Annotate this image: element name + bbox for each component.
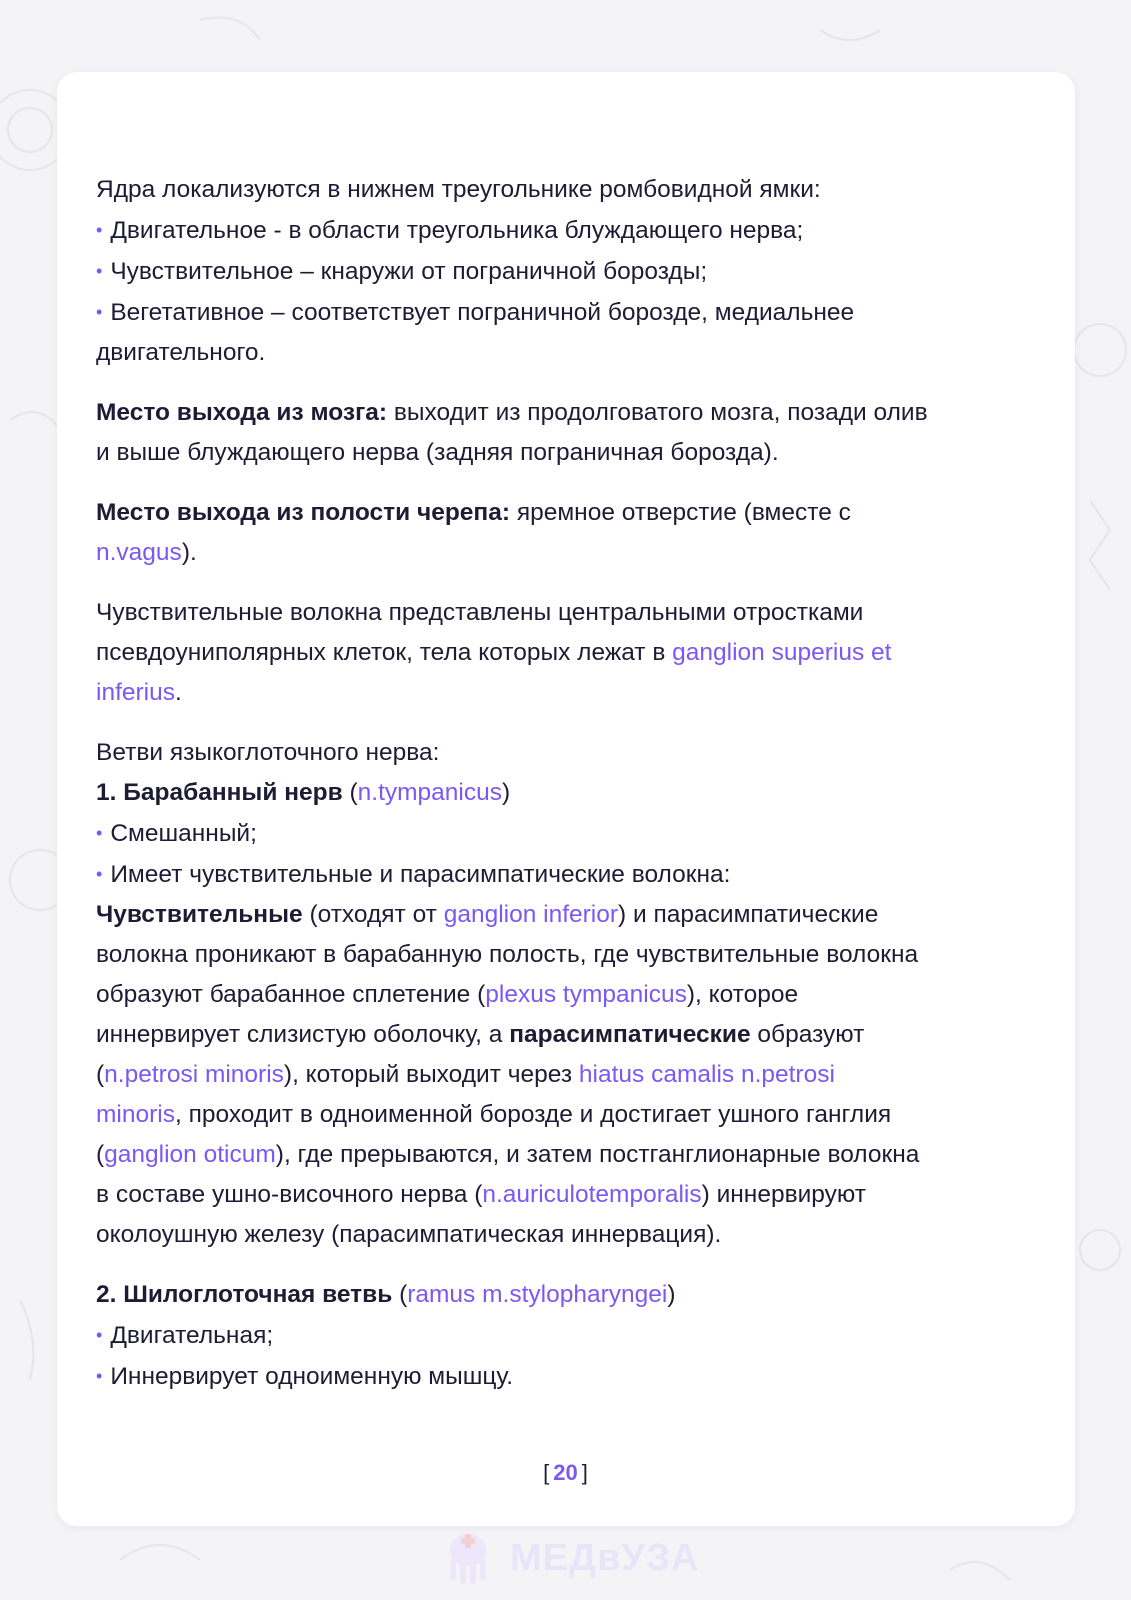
branch-2-section bbox=[96, 1275, 1046, 1397]
latin-term: n.auriculotemporalis bbox=[482, 1181, 702, 1208]
branch-1-title: 1. Барабанный нерв (n.tympanicus) bbox=[96, 779, 511, 806]
brand-logo bbox=[436, 1528, 716, 1588]
branch-2-title: 2. Шилоглоточная ветвь (ramus m.stylopharyngei) bbox=[96, 1281, 676, 1308]
document-body bbox=[96, 170, 1046, 1397]
latin-term: n.tympanicus bbox=[357, 779, 502, 806]
bullet-icon: • bbox=[96, 302, 103, 322]
list-item-continuation: двигательного. bbox=[96, 339, 266, 366]
latin-term: hiatus camalis n.petrosi bbox=[578, 1061, 835, 1088]
branches-heading: Ветви языкоглоточного нерва: bbox=[96, 739, 440, 766]
octopus-icon bbox=[436, 1528, 500, 1588]
list-item: • Чувствительное – кнаружи от пограничной борозды; bbox=[96, 258, 708, 285]
list-item: • Вегетативное – соответствует пограничной борозде, медиальнее bbox=[96, 299, 855, 326]
logo-text: МЕДвУЗА bbox=[510, 1536, 700, 1579]
bullet-icon: • bbox=[96, 1366, 103, 1386]
exit-brain-label: Место выхода из мозга: bbox=[96, 399, 388, 426]
latin-term: ganglion superius et bbox=[672, 639, 892, 666]
nuclei-heading: Ядра локализуются в нижнем треугольнике ромбовидной ямки: bbox=[96, 176, 821, 203]
list-item: • Двигательное - в области треугольника блуждающего нерва; bbox=[96, 217, 804, 244]
exit-skull-section: Место выхода из полости черепа: яремное отверстие (вместе с n.vagus). bbox=[96, 499, 851, 566]
bullet-icon: • bbox=[96, 864, 103, 884]
branches-section: Ветви языкоглоточного нерва: 1. Барабанный нерв (n.tympanicus) • Смешанный; • Имеет чувствительные и парасимпатические волокна: Чувствительные (отходят от ganglion inferior) и парасимпатические волокна проникают в барабанную полость, где чувствительные волокна образуют барабанное сплетение (plexus tympanicus), которое иннервирует слизистую оболочку, а парасимпатические образуют (n.petrosi minoris), который выходит через hiatus camalis n.petrosi minoris, проходит в одноименной борозде и достигает ушного ганглия (ganglion oticum), где прерываются, и затем постганглионарные волокна в составе ушно-височного нерва (n.auriculotemporalis) иннервируют околоушную железу (парасимпатическая иннервация). bbox=[96, 733, 1046, 1255]
bullet-icon: • bbox=[96, 261, 103, 281]
bullet-icon: • bbox=[96, 1325, 103, 1345]
latin-term: n.vagus bbox=[96, 539, 182, 566]
latin-term: inferius bbox=[96, 679, 175, 706]
exit-brain-section: Место выхода из мозга: выходит из продолговатого мозга, позади олив и выше блуждающего нерва (задняя пограничная борозда). bbox=[96, 399, 928, 466]
list-item: • Смешанный; bbox=[96, 820, 257, 847]
latin-term: plexus tympanicus bbox=[485, 981, 687, 1008]
latin-term: ganglion oticum bbox=[104, 1141, 276, 1168]
list-item: • Двигательная; bbox=[96, 1322, 274, 1349]
list-item: • Иннервирует одноименную мышцу. bbox=[96, 1363, 514, 1390]
latin-term: n.petrosi minoris bbox=[104, 1061, 284, 1088]
exit-skull-label: Место выхода из полости черепа: bbox=[96, 499, 511, 526]
list-item: • Имеет чувствительные и парасимпатические волокна: bbox=[96, 861, 731, 888]
nuclei-section bbox=[96, 170, 1046, 373]
page-number: [ 20 ] bbox=[543, 1460, 588, 1485]
latin-term: ganglion inferior bbox=[443, 901, 619, 928]
bullet-icon: • bbox=[96, 220, 103, 240]
latin-term: ramus m.stylopharyngei bbox=[407, 1281, 668, 1308]
sensory-fibers-section: Чувствительные волокна представлены центральными отростками псевдоуниполярных клеток, тела которых лежат в ganglion superius et inferius. bbox=[96, 599, 892, 706]
latin-term: minoris bbox=[96, 1101, 175, 1128]
bullet-icon: • bbox=[96, 823, 103, 843]
